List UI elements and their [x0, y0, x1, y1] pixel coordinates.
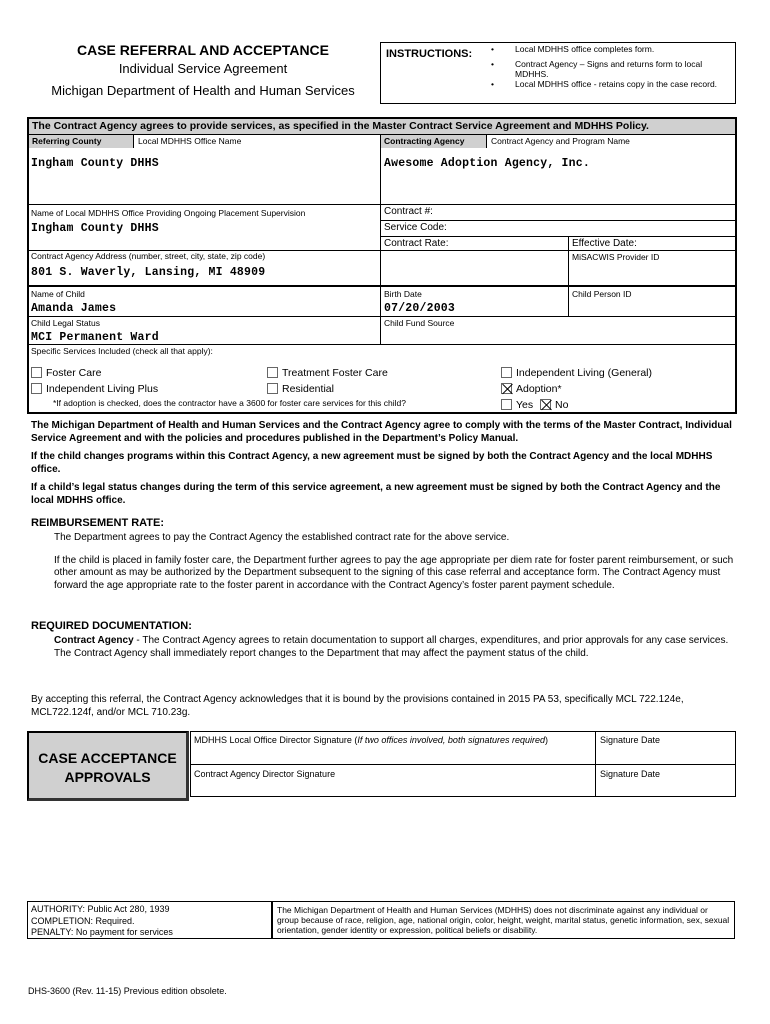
option-adoption[interactable]: Adoption*: [501, 380, 562, 398]
agency-signature-field[interactable]: Contract Agency Director Signature: [194, 769, 336, 779]
documentation-heading: REQUIRED DOCUMENTATION:: [31, 620, 192, 632]
local-office-name-label: Local MDHHS Office Name: [138, 136, 242, 146]
case-acceptance-approvals: CASE ACCEPTANCE APPROVALS: [27, 731, 189, 801]
row1-bottom-line: [29, 204, 735, 205]
option-residential[interactable]: Residential: [267, 380, 334, 398]
fund-source-label: Child Fund Source: [384, 318, 455, 328]
sig-col-divider: [595, 731, 596, 797]
option-treatment-foster-care[interactable]: Treatment Foster Care: [267, 364, 388, 382]
director-signature-date[interactable]: Signature Date: [600, 735, 661, 745]
reimbursement-heading: REIMBURSEMENT RATE:: [31, 517, 165, 529]
reimbursement-section: [54, 532, 734, 592]
service-code-label: Service Code:: [384, 222, 447, 233]
checkbox-checked[interactable]: [501, 383, 512, 394]
placement-office-value[interactable]: Ingham County DHHS: [31, 222, 159, 235]
effective-divider: [568, 236, 569, 286]
nondiscrimination-box: The Michigan Department of Health and Human Services (MDHHS) does not discriminate against any individual or group because of race, religion, age, national origin, color, height, weight, marital status, genetic information, sex, sexual orientation, gender identity or expression, political beliefs or disability.: [272, 901, 735, 939]
contract-number-label: Contract #:: [384, 206, 433, 217]
child-name-label: Name of Child: [31, 289, 85, 299]
row3-bottom-line: [29, 344, 735, 345]
documentation-section: [54, 635, 734, 660]
agency-signature-date[interactable]: Signature Date: [600, 769, 661, 779]
checkbox[interactable]: [267, 383, 278, 394]
option-independent-living-general[interactable]: Independent Living (General): [501, 364, 652, 382]
referring-county-label: Referring County: [29, 135, 134, 148]
checkbox[interactable]: [31, 367, 42, 378]
option-independent-living-plus[interactable]: Independent Living Plus: [31, 380, 158, 398]
terms-paragraph-2: If the child changes programs within this Contract Agency, a new agreement must be signed by both the Contract Agency and the local MDHHS office.: [31, 451, 713, 475]
agreement-banner: The Contract Agency agrees to provide services, as specified in the Master Contract Service Agreement and MDHHS Policy.: [27, 117, 737, 134]
completion-line: COMPLETION: Required.: [31, 915, 135, 926]
terms-paragraph-1: The Michigan Department of Health and Human Services and the Contract Agency agree to comply with the terms of the Master Contract, Individual Service Agreement and with the policies and procedures published in the Department’s Policy Manual.: [31, 420, 732, 444]
accepting-section: [31, 694, 736, 719]
program-name-label: Contract Agency and Program Name: [491, 136, 630, 146]
checkbox[interactable]: [501, 367, 512, 378]
child-person-id-label: Child Person ID: [572, 289, 632, 299]
placement-office-label: Name of Local MDHHS Office Providing Ongoing Placement Supervision: [31, 208, 306, 218]
checkbox-checked[interactable]: [540, 399, 551, 410]
effective-date-label: Effective Date:: [572, 238, 637, 249]
services-label: Specific Services Included (check all that apply):: [31, 346, 213, 356]
birth-date-value[interactable]: 07/20/2003: [384, 302, 456, 315]
director-signature-field[interactable]: MDHHS Local Office Director Signature (If two offices involved, both signatures required): [194, 735, 548, 745]
address-label: Contract Agency Address (number, street, city, state, zip code): [31, 251, 266, 261]
misacwis-label: MiSACWIS Provider ID: [572, 252, 660, 262]
option-foster-care[interactable]: Foster Care: [31, 364, 101, 382]
row2-line-a: [380, 220, 735, 221]
row3-divider: [380, 286, 381, 344]
authority-line: AUTHORITY: Public Act 280, 1939: [31, 904, 170, 914]
option-yes[interactable]: Yes: [501, 396, 533, 414]
legal-status-label: Child Legal Status: [31, 318, 100, 328]
program-name-value[interactable]: Awesome Adoption Agency, Inc.: [384, 157, 590, 170]
row2-divider: [380, 204, 381, 286]
accepting-paragraph: By accepting this referral, the Contract Agency acknowledges that it is bound by the provisions contained in 2015 PA 53, specifically MCL 722.124e, MCL722.124f, and/or MCL 710.23g.: [31, 694, 684, 718]
checkbox[interactable]: [501, 399, 512, 410]
penalty-line: PENALTY: No payment for services: [31, 927, 173, 937]
reimbursement-paragraph-1: The Department agrees to pay the Contract Agency the established contract rate for the above service.: [54, 532, 510, 543]
form-id: DHS-3600 (Rev. 11-15) Previous edition obsolete.: [28, 986, 227, 996]
adoption-note: *If adoption is checked, does the contractor have a 3600 for foster care services for this child?: [53, 398, 406, 408]
local-office-name-value[interactable]: Ingham County DHHS: [31, 157, 159, 170]
legal-status-value[interactable]: MCI Permanent Ward: [31, 331, 159, 344]
contract-rate-label: Contract Rate:: [384, 238, 449, 249]
address-value[interactable]: 801 S. Waverly, Lansing, MI 48909: [31, 266, 266, 279]
instructions-list: [491, 44, 731, 89]
instruction-item: • Contract Agency – Signs and returns form to local MDHHS.: [491, 59, 703, 79]
documentation-paragraph: Contract Agency - The Contract Agency agrees to retain documentation to support all charges, expenditures, and prior approvals for any case services. The Contract Agency shall immediately report changes to the Department that may affect the payment status of the child.: [54, 635, 729, 659]
form-header: [28, 42, 378, 99]
sig-row-divider: [190, 764, 736, 765]
department-name: Michigan Department of Health and Human Services: [51, 83, 355, 98]
option-no[interactable]: No: [540, 396, 568, 414]
person-id-divider: [568, 286, 569, 316]
row2-line-b: [380, 236, 735, 237]
authority-box: [27, 901, 272, 939]
checkbox[interactable]: [31, 383, 42, 394]
contracting-agency-label: Contracting Agency: [381, 135, 487, 148]
birth-date-label: Birth Date: [384, 289, 422, 299]
form-subtitle: Individual Service Agreement: [118, 61, 288, 76]
instruction-item: • Local MDHHS office completes form.: [491, 44, 655, 54]
row2-bottom-line: [27, 285, 737, 287]
reimbursement-paragraph-2: If the child is placed in family foster care, the Department further agrees to pay the age appropriate per diem rate for foster parent reimbursement, or such other amount as may be authorized by the Department subsequent to the signing of this case referral and acceptance form. The Contract Agency must forward the age appropriate rate to the foster parent in accordance with the Contract Agency’s foster parent payment schedule.: [54, 554, 734, 591]
terms-paragraph-3: If a child’s legal status changes during the term of this service agreement, a new agreement must be signed by both the Contract Agency and the local MDHHS office.: [31, 482, 721, 506]
instruction-item: • Local MDHHS office - retains copy in the case record.: [491, 79, 718, 89]
instructions-box: [380, 42, 736, 104]
child-name-value[interactable]: Amanda James: [31, 302, 117, 315]
checkbox[interactable]: [267, 367, 278, 378]
row3-line-a: [29, 316, 735, 317]
instructions-label: INSTRUCTIONS:: [386, 48, 473, 60]
form-title: CASE REFERRAL AND ACCEPTANCE: [76, 42, 329, 58]
terms-section: [31, 420, 736, 507]
